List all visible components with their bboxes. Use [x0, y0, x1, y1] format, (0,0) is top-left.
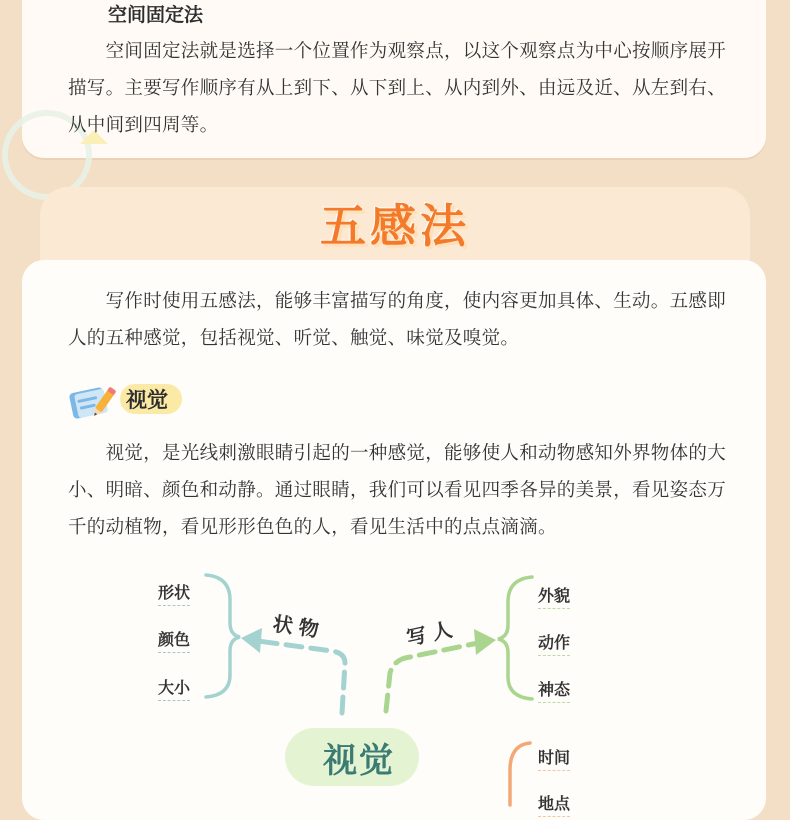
intro-paragraph: 写作时使用五感法，能够丰富描写的角度，使内容更加具体、生动。五感即人的五种感觉，包括视觉、听觉、触觉、味觉及嗅觉。 [68, 291, 727, 349]
arrow-objects [258, 641, 345, 713]
vision-heading-text: 视觉 [126, 388, 168, 412]
people-item-expression: 神态 [538, 677, 570, 703]
scene-item-time: 时间 [538, 745, 570, 771]
section-title: 五感法 [320, 199, 470, 253]
objects-item-color: 颜色 [158, 627, 190, 653]
subheading-text: 空间固定法 [108, 4, 204, 26]
mindmap-center-text: 视觉 [323, 741, 395, 781]
lower-brace [510, 743, 530, 805]
right-brace [498, 577, 532, 699]
people-label: 写人 [404, 615, 461, 651]
left-brace [206, 575, 240, 697]
arrow-people-head [474, 629, 496, 655]
people-item-action: 动作 [538, 630, 570, 656]
vision-paragraph: 视觉，是光线刺激眼睛引起的一种感觉，能够使人和动物感知外界物体的大小、明暗、颜色和动静。通过眼睛，我们可以看见四季各异的美景，看见姿态万千的动植物，看见形形色色的人，看见生活中的点点滴滴。 [68, 443, 727, 538]
objects-label: 状物 [271, 611, 327, 643]
vision-mindmap [140, 565, 610, 813]
spatial-method-paragraph: 空间固定法就是选择一个位置作为观察点，以这个观察点为中心按顺序展开描写。主要写作顺序有从上到下、从下到上、从内到外、由远及近、从左到右、从中间到四周等。 [68, 41, 727, 136]
subheading-spatial-method [108, 0, 203, 27]
objects-item-shape: 形状 [158, 580, 190, 606]
notebook-pencil-icon [68, 382, 118, 422]
people-item-appearance: 外貌 [538, 583, 570, 609]
scene-item-place: 地点 [538, 791, 570, 817]
vision-heading [68, 378, 198, 422]
arrow-people [386, 643, 478, 711]
objects-item-size: 大小 [158, 675, 190, 701]
arrow-objects-head [241, 628, 262, 653]
